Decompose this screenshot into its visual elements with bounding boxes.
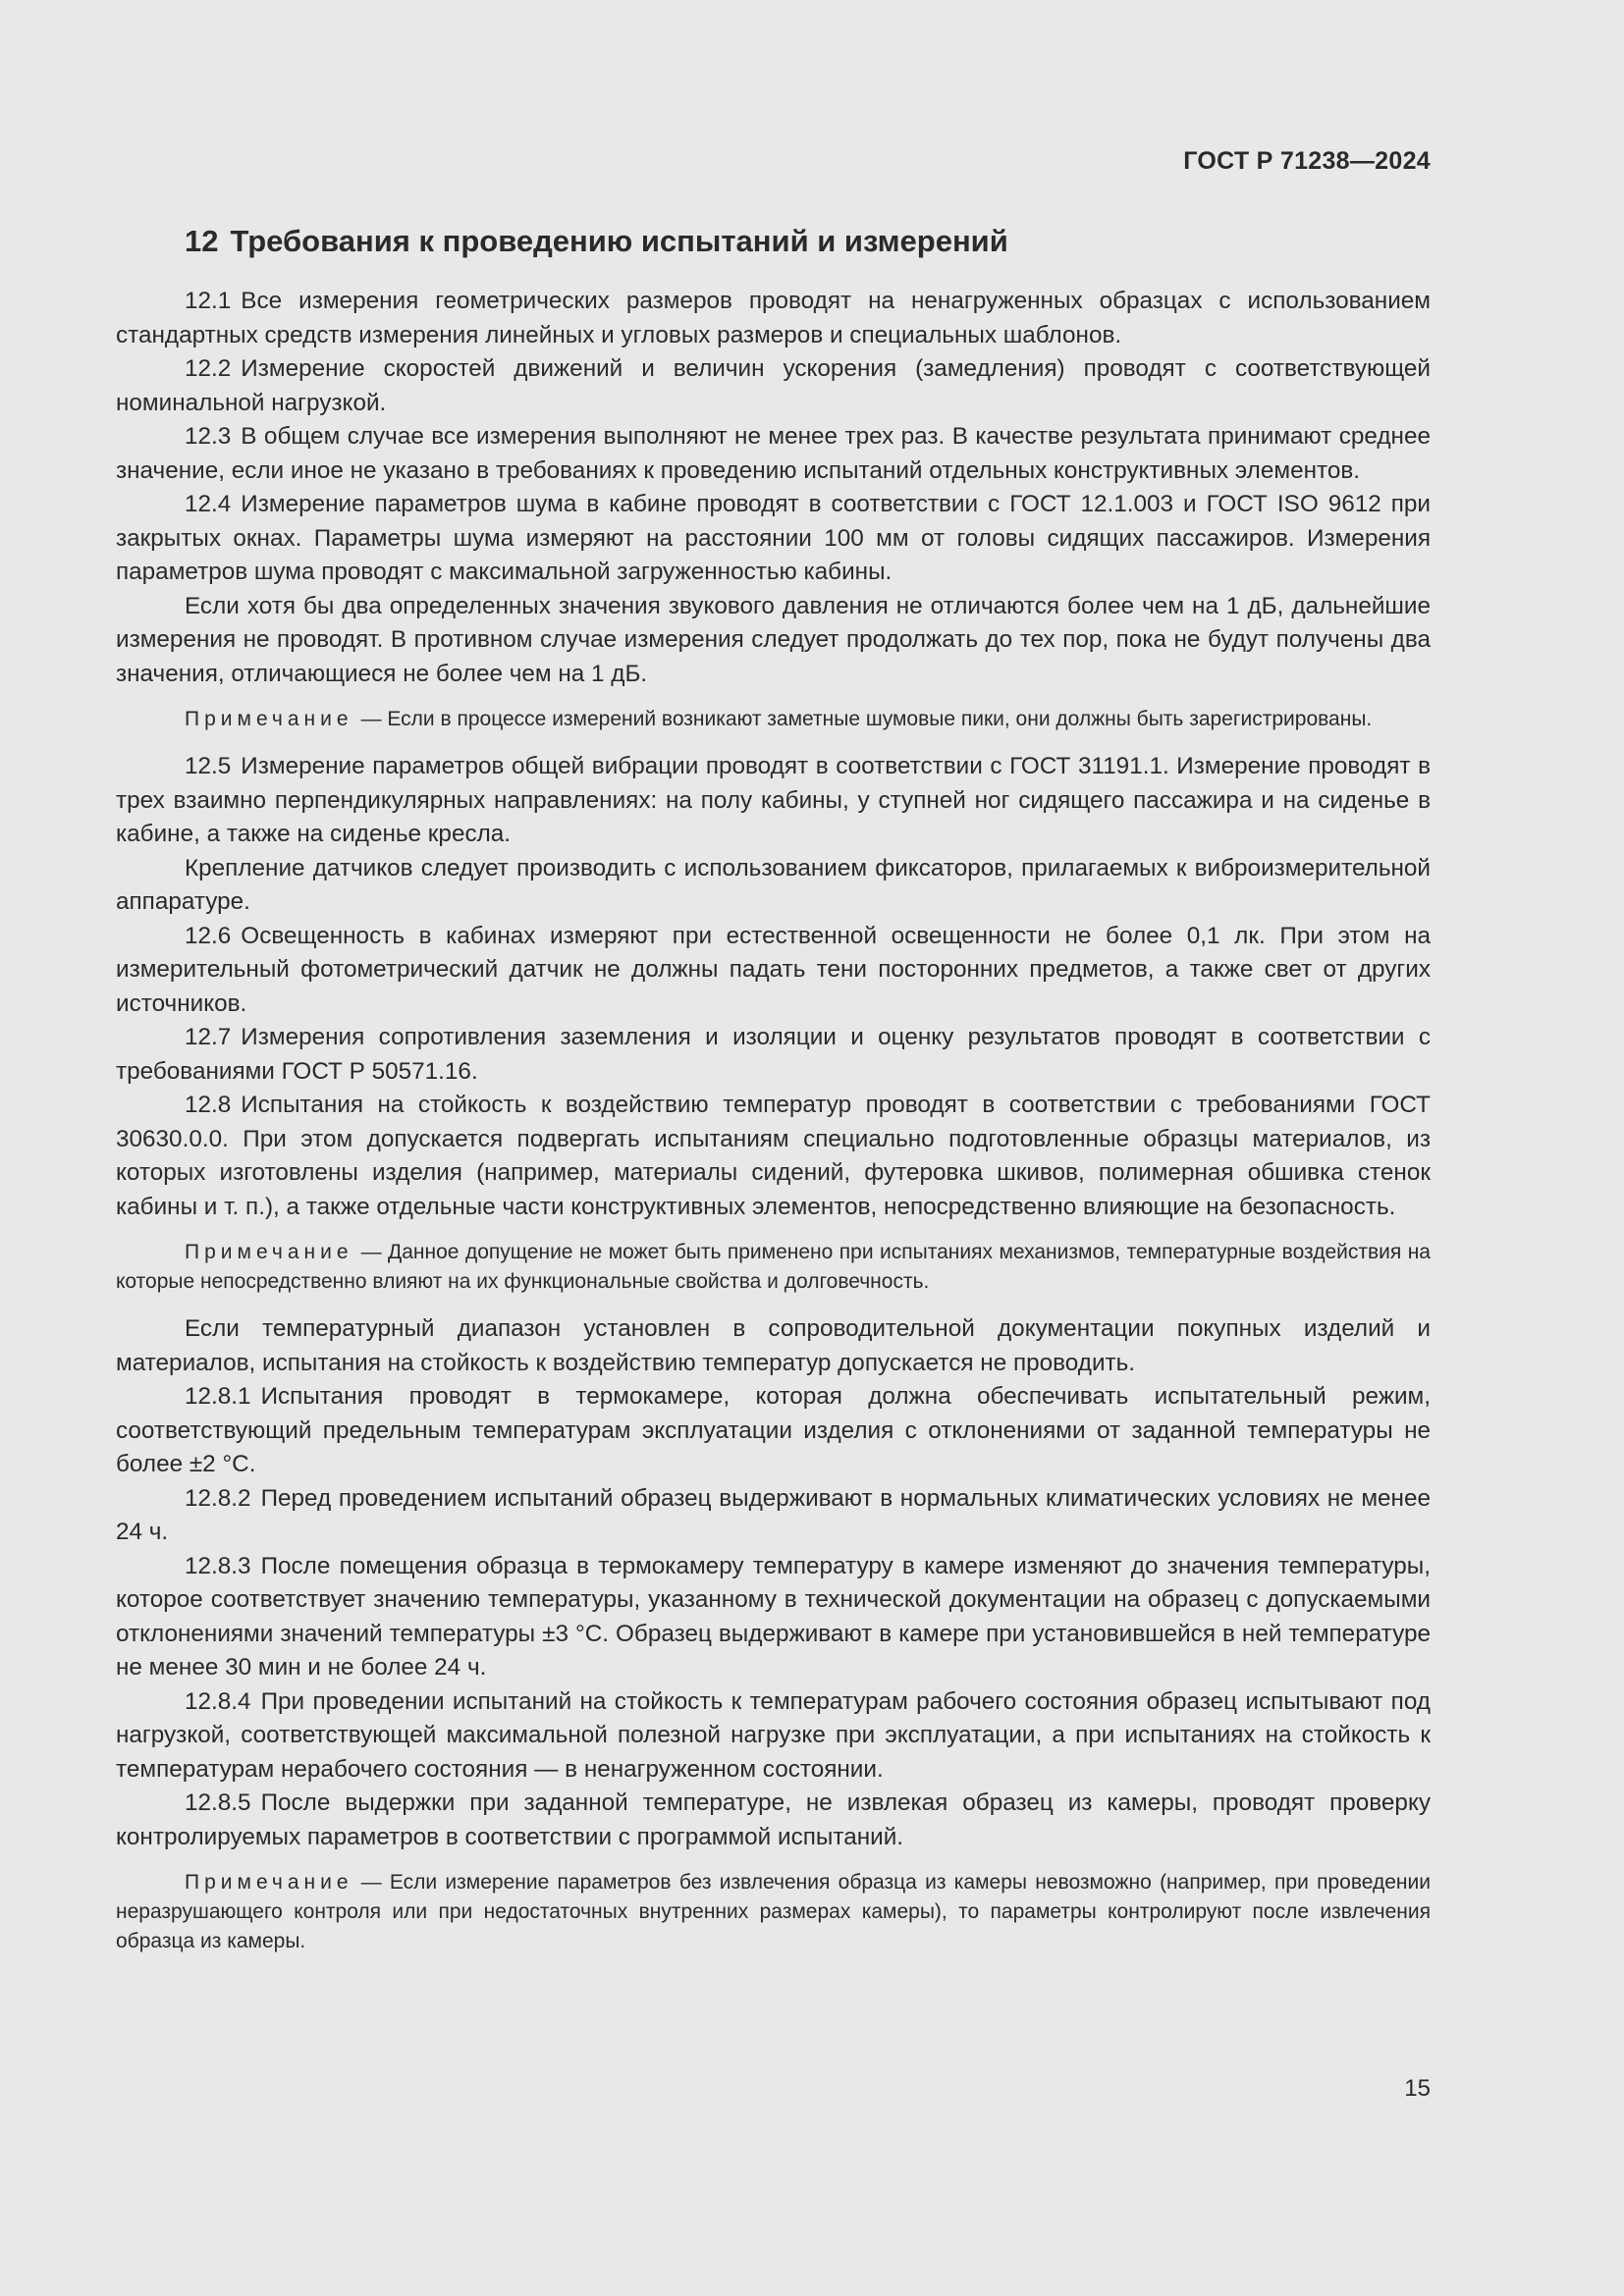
clause-number: 12.8.4 (185, 1687, 251, 1715)
paragraph-text: После выдержки при заданной температуре, не извлекая образец из камеры, проводят проверку контролируемых параметров в соответствии с программой испытаний. (116, 1789, 1431, 1850)
paragraph (116, 420, 1431, 488)
paragraph-text: Освещенность в кабинах измеряют при естественной освещенности не более 0,1 лк. При этом на измерительный фотометрический датчик не должны падать тени посторонних предметов, а также свет от других источников. (116, 922, 1431, 1017)
clause-number: 12.8.1 (185, 1383, 251, 1410)
note-text: — Если в процессе измерений возникают заметные шумовые пики, они должны быть зарегистрированы. (360, 708, 1373, 730)
paragraph-text: Испытания проводят в термокамере, которая должна обеспечивать испытательный режим, соответствующий предельным температурам эксплуатации изделия с отклонениями от заданной температуры не более ±2 °С. (116, 1383, 1431, 1477)
note-label: Примечание (185, 1241, 353, 1263)
paragraph-text: Измерение параметров общей вибрации проводят в соответствии с ГОСТ 31191.1. Измерение проводят в трех взаимно перпендикулярных направлениях: на полу кабины, у ступней ног сидящего пассажира и на сиденье в кабине, а также на сиденье кресла. (116, 753, 1431, 847)
paragraph-text: Испытания на стойкость к воздействию температур проводят в соответствии с требованиями ГОСТ 30630.0.0. При этом допускается подвергать испытаниям специально подготовленные образцы материалов, из которых изготовлены изделия (например, материалы сидений, футеровка шкивов, полимерная обшивка стенок кабины и т. п.), а также отдельные части конструктивных элементов, непосредственно влияющие на безопасность. (116, 1092, 1431, 1220)
paragraph-text: Все измерения геометрических размеров проводят на ненагруженных образцах с использованием стандартных средств измерения линейных и угловых размеров и специальных шаблонов. (116, 288, 1431, 348)
clause-number: 12.8.5 (185, 1789, 251, 1816)
paragraph (116, 1685, 1431, 1788)
paragraph (116, 1021, 1431, 1089)
paragraph (116, 1550, 1431, 1685)
paragraph-text: Крепление датчиков следует производить с использованием фиксаторов, прилагаемых к виброизмерительной аппаратуре. (116, 854, 1431, 915)
paragraph-text: При проведении испытаний на стойкость к температурам рабочего состояния образец испытывают под нагрузкой, соответствующей максимальной полезной нагрузке при эксплуатации, а при испытаниях на стойкость к температурам нерабочего состояния — в ненагруженном состоянии. (116, 1687, 1431, 1783)
clause-number: 12.7 (185, 1024, 232, 1050)
paragraph-text: Измерение скоростей движений и величин ускорения (замедления) проводят с соответствующей номинальной нагрузкой. (116, 355, 1431, 416)
paragraph-text: Измерение параметров шума в кабине проводят в соответствии с ГОСТ 12.1.003 и ГОСТ ISO 9612 при закрытых окнах. Параметры шума измеряют на расстоянии 100 мм от головы сидящих пассажиров. Измерения параметров шума проводят с максимальной загруженностью кабины. (116, 491, 1431, 585)
clause-number: 12.2 (185, 355, 232, 382)
note (116, 705, 1431, 734)
paragraph (116, 852, 1431, 920)
paragraph-text: Измерения сопротивления заземления и изоляции и оценку результатов проводят в соответствии с требованиями ГОСТ Р 50571.16. (116, 1024, 1431, 1085)
note-label: Примечание (185, 1871, 353, 1894)
paragraph (116, 352, 1431, 420)
note-text: — Данное допущение не может быть применено при испытаниях механизмов, температурные воздействия на которые непосредственно влияют на их функциональные свойства и долговечность. (116, 1241, 1431, 1293)
paragraph-text: Если температурный диапазон установлен в сопроводительной документации покупных изделий и материалов, испытания на стойкость к воздействию температур допускается не проводить. (116, 1315, 1431, 1376)
paragraph (116, 1312, 1431, 1380)
note (116, 1868, 1431, 1956)
section-number: 12 (185, 224, 219, 258)
note-label: Примечание (185, 708, 353, 730)
document-code: ГОСТ Р 71238—2024 (1183, 147, 1431, 175)
clause-number: 12.8.3 (185, 1552, 251, 1579)
clause-number: 12.1 (185, 288, 232, 314)
paragraph (116, 750, 1431, 852)
section-body (116, 285, 1431, 1972)
clause-number: 12.3 (185, 423, 232, 450)
page-number: 15 (1404, 2075, 1431, 2102)
paragraph-text: Если хотя бы два определенных значения звукового давления не отличаются более чем на 1 дБ, дальнейшие измерения не проводят. В противном случае измерения следует продолжать до тех пор, пока не будут получены два значения, отличающиеся не более чем на 1 дБ. (116, 592, 1431, 687)
clause-number: 12.4 (185, 491, 232, 517)
section-title: Требования к проведению испытаний и измерений (230, 224, 1008, 258)
paragraph (116, 1787, 1431, 1854)
paragraph-text: В общем случае все измерения выполняют не менее трех раз. В качестве результата принимают среднее значение, если иное не указано в требованиях к проведению испытаний отдельных конструктивных элементов. (116, 423, 1431, 484)
note-text: — Если измерение параметров без извлечения образца из камеры невозможно (например, при проведении неразрушающего контроля или при недостаточных внутренних размерах камеры), то параметры контролируют после извлечения образца из камеры. (116, 1871, 1431, 1952)
paragraph (116, 285, 1431, 352)
paragraph (116, 1482, 1431, 1550)
paragraph (116, 920, 1431, 1022)
clause-number: 12.6 (185, 922, 232, 949)
clause-number: 12.5 (185, 753, 232, 779)
paragraph (116, 488, 1431, 590)
paragraph (116, 1089, 1431, 1224)
paragraph (116, 590, 1431, 692)
section-heading (185, 224, 1008, 259)
paragraph (116, 1380, 1431, 1482)
paragraph-text: После помещения образца в термокамеру температуру в камере изменяют до значения температуры, которое соответствует значению температуры, указанному в технической документации на образец с допускаемыми отклонениями значений температуры ±3 °С. Образец выдерживают в камере при установившейся в ней температуре не менее 30 мин и не более 24 ч. (116, 1552, 1431, 1681)
note (116, 1238, 1431, 1297)
paragraph-text: Перед проведением испытаний образец выдерживают в нормальных климатических условиях не менее 24 ч. (116, 1484, 1431, 1545)
clause-number: 12.8 (185, 1092, 232, 1118)
clause-number: 12.8.2 (185, 1484, 251, 1512)
